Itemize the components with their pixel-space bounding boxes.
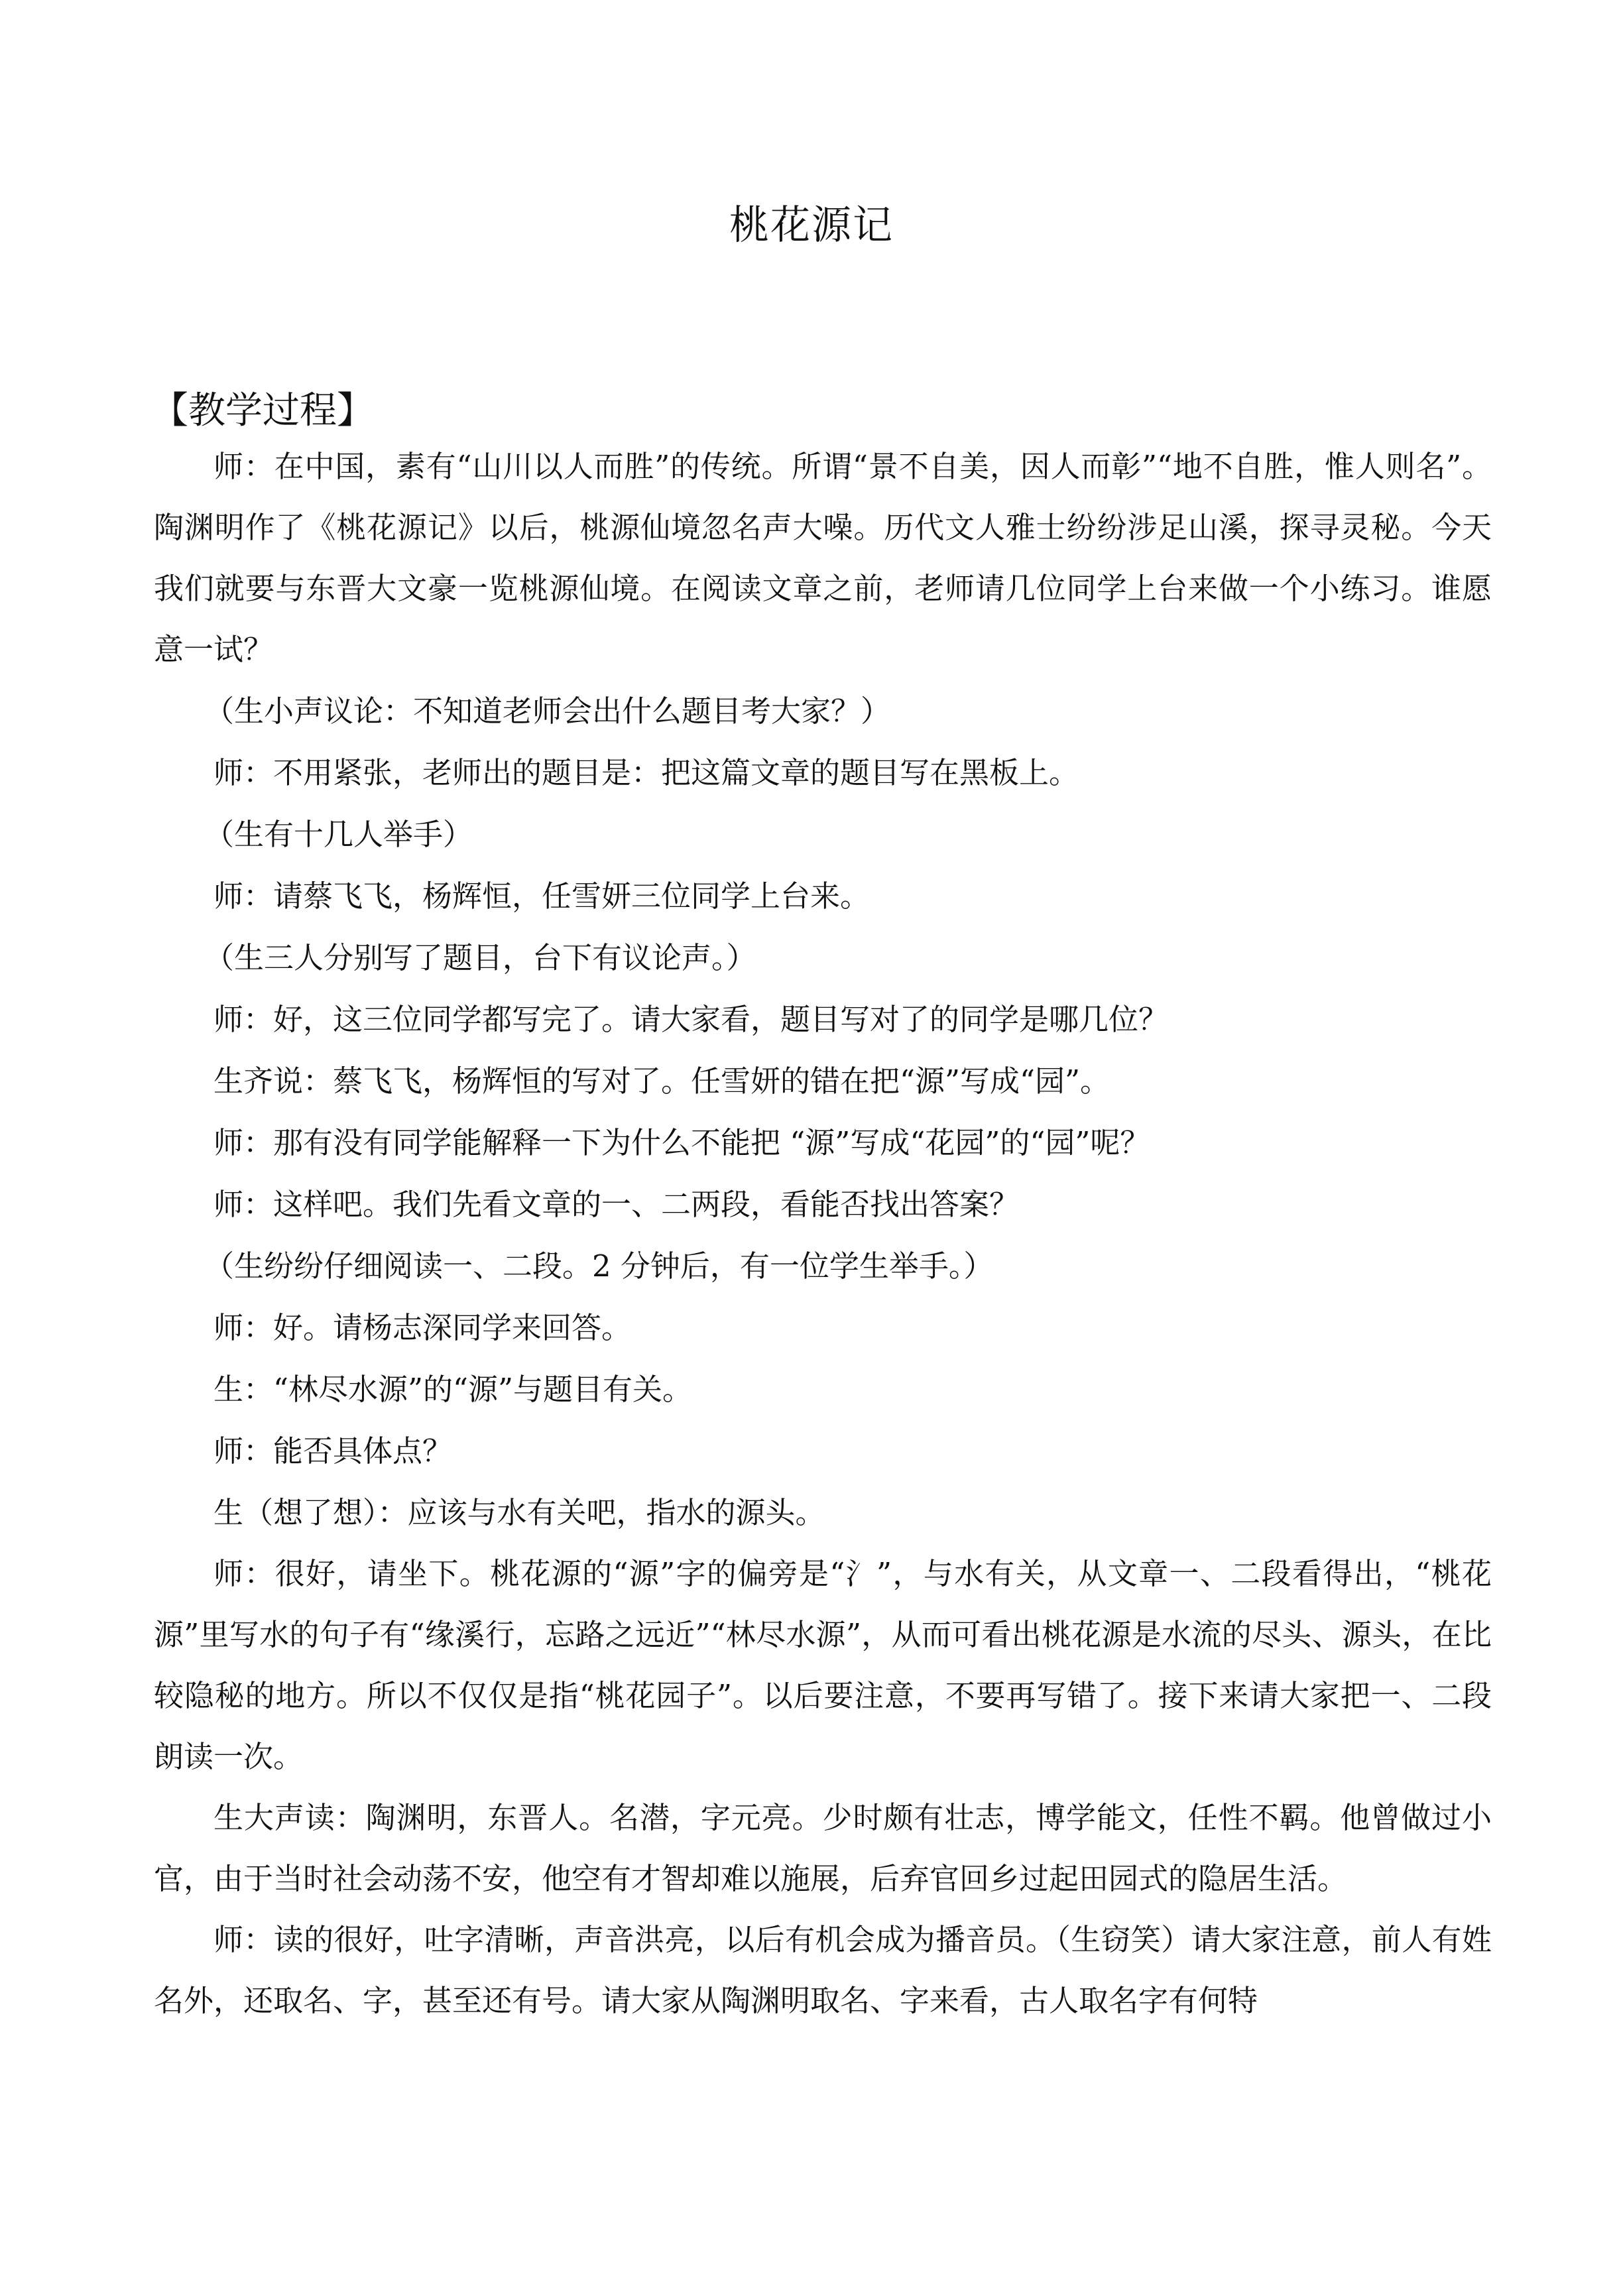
paragraph: 师：好。请杨志深同学来回答。 (213, 1310, 632, 1345)
section-heading: 【教学过程】 (151, 389, 374, 432)
paragraph: 生大声读：陶渊明，东晋人。名潜，字元亮。少时颇有壮志，博学能文，任性不羁。他曾做过小官，由于当时社会动荡不安，他空有才智却难以施展，后弃官回乡过起田园式的隐居生活。 (154, 1800, 1492, 1896)
paragraph: （生有十几人举手） (204, 817, 473, 852)
paragraph: 师：不用紧张，老师出的题目是：把这篇文章的题目写在黑板上。 (213, 755, 1079, 790)
paragraph: （生小声议论：不知道老师会出什么题目考大家？） (204, 694, 891, 729)
paragraph: 生：“林尽水源”的“源”与题目有关。 (213, 1372, 693, 1407)
paragraph: 师：请蔡飞飞，杨辉恒，任雪妍三位同学上台来。 (213, 878, 871, 914)
paragraph: 师：好，这三位同学都写完了。请大家看，题目写对了的同学是哪几位？ (213, 1002, 1169, 1037)
paragraph: 师：很好，请坐下。桃花源的“源”字的偏旁是“氵”，与水有关，从文章一、二段看得出，“桃花源”里写水的句子有“缘溪行，忘路之远近”“林尽水源”，从而可看出桃花源是水流的尽头、源头，在比较隐秘的地方。所以不仅仅是指“桃花园子”。以后要注意，不要再写错了。接下来请大家把一、二段朗读一次。 (154, 1556, 1492, 1774)
document-body (154, 436, 1492, 2031)
paragraph: （生纷纷仔细阅读一、二段。2 分钟后，有一位学生举手。） (204, 1248, 994, 1284)
paragraph: 师：读的很好，吐字清晰，声音洪亮，以后有机会成为播音员。（生窃笑）请大家注意，前人有姓名外，还取名、字，甚至还有号。请大家从陶渊明取名、字来看，古人取名字有何特 (154, 1922, 1492, 2018)
paragraph: 师：能否具体点？ (213, 1433, 453, 1469)
paragraph: （生三人分别写了题目，台下有议论声。） (204, 940, 756, 975)
paragraph: 生（想了想）：应该与水有关吧，指水的源头。 (213, 1495, 825, 1530)
paragraph: 师：那有没有同学能解释一下为什么不能把 “源”写成“花园”的“园”呢？ (213, 1125, 1150, 1160)
paragraph: 师：这样吧。我们先看文章的一、二两段，看能否找出答案？ (213, 1187, 1020, 1222)
paragraph: 师：在中国，素有“山川以人而胜”的传统。所谓“景不自美，因人而彰”“地不自胜，惟人则名”。陶渊明作了《桃花源记》以后，桃源仙境忽名声大噪。历代文人雅士纷纷涉足山溪，探寻灵秘。今天我们就要与东晋大文豪一览桃源仙境。在阅读文章之前，老师请几位同学上台来做一个小练习。谁愿意一试？ (154, 449, 1492, 667)
paragraph: 生齐说：蔡飞飞，杨辉恒的写对了。任雪妍的错在把“源”写成“园”。 (213, 1063, 1111, 1099)
document-title: 桃花源记 (729, 202, 894, 249)
